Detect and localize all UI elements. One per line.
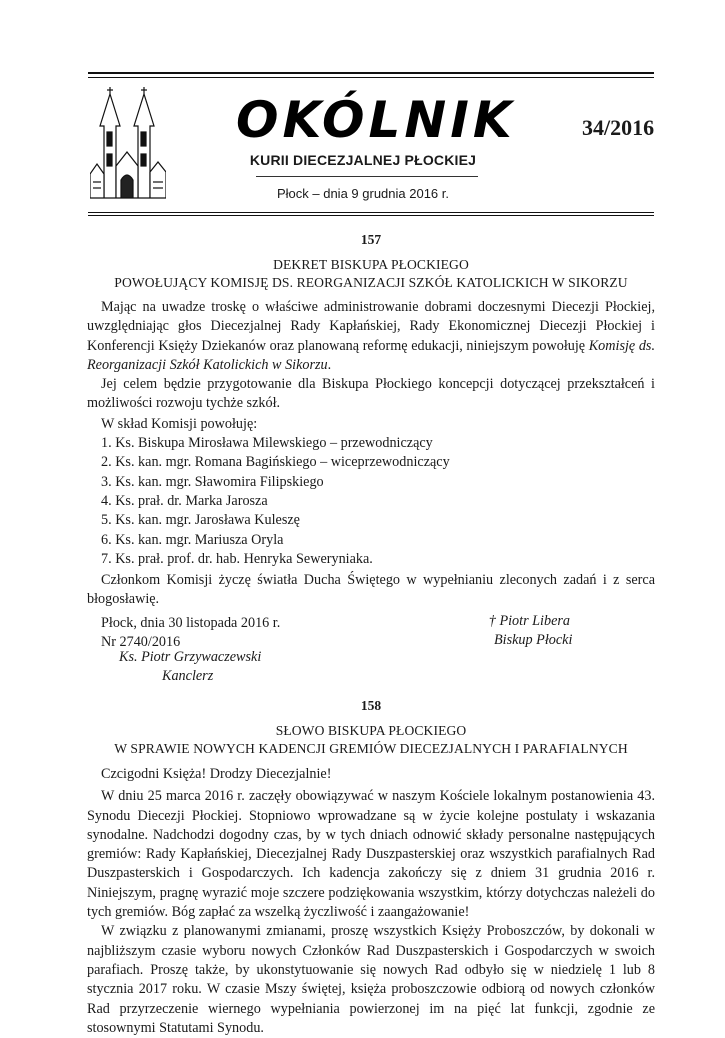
doc-158-greeting: Czcigodni Księża! Drodzy Diecezjalnie!	[101, 766, 332, 782]
masthead-subtitle: KURII DIECEZJALNEJ PŁOCKIEJ	[249, 152, 477, 168]
doc-157-heading-1: DEKRET BISKUPA PŁOCKIEGO	[273, 257, 469, 272]
member-item: 2. Ks. kan. mgr. Romana Bagińskiego – wiceprzewodniczący	[101, 454, 450, 471]
member-item: 4. Ks. prał. dr. Marka Jarosza	[101, 492, 268, 509]
doc-158-body	[87, 765, 655, 1038]
members-intro: W skład Komisji powołuję:	[101, 415, 258, 432]
masthead-top-rule	[88, 72, 654, 74]
doc-157-ref-number: Nr 2740/2016	[101, 634, 181, 651]
doc-157-heading-2: POWOŁUJĄCY KOMISJĘ DS. REORGANIZACJI SZKÓŁ KATOLICKICH W SIKORZU	[114, 275, 628, 290]
doc-157-paragraph-2: Jej celem będzie przygotowanie dla Biskupa Płockiego koncepcji dotyczącej przekształceń i możliwości rozwoju tychże szkół.	[87, 376, 655, 412]
bishop-signature-name: † Piotr Libera	[488, 613, 570, 629]
doc-157-wish: Członkom Komisji życzę światła Ducha Świętego w wypełnianiu zleconych zadań i z serca błogosławię.	[87, 572, 655, 608]
doc-157-number: 157	[360, 232, 382, 247]
issue-number: 34/2016	[582, 115, 655, 140]
masthead-title: OKÓLNIK	[236, 91, 516, 149]
doc-158-number: 158	[360, 698, 382, 713]
subtitle-rule	[256, 176, 478, 177]
bishop-signature-title: Biskup Płocki	[494, 632, 573, 648]
chancellor-name: Ks. Piotr Grzywaczewski	[119, 649, 262, 665]
doc-157-paragraph-1: Mając na uwadze troskę o właściwe administrowanie dobrami doczesnymi Diecezji Płockiej, uwzględniając głos Diecezjalnej Rady Kapłańskiej, Rady Ekonomicznej Diecezji Płockiej i Konferencji Księży Dziekanów oraz planowaną reformę edukacji, niniejszym powołuję Komisję ds. Reorganizacji Szkół Katolickich w Sikorzu.	[87, 299, 655, 373]
masthead-bottom-rule	[88, 212, 654, 213]
doc-158-heading-1: SŁOWO BISKUPA PŁOCKIEGO	[275, 723, 467, 738]
member-item: 5. Ks. kan. mgr. Jarosława Kuleszę	[101, 512, 300, 529]
member-item: 1. Ks. Biskupa Mirosława Milewskiego – przewodniczący	[101, 435, 433, 452]
member-item: 7. Ks. prał. prof. dr. hab. Henryka Seweryniaka.	[101, 550, 373, 567]
doc-158-heading-2: W SPRAWIE NOWYCH KADENCJI GREMIÓW DIECEZJALNYCH I PARAFIALNYCH	[114, 741, 628, 756]
masthead-date: Płock – dnia 9 grudnia 2016 r.	[276, 186, 449, 201]
doc-157-body	[87, 298, 655, 652]
doc-157-place-date: Płock, dnia 30 listopada 2016 r.	[101, 614, 281, 631]
doc-158-paragraph-1: W dniu 25 marca 2016 r. zaczęły obowiązywać w naszym Kościele lokalnym postanowienia 43. Synodu Diecezji Płockiej. Stopniowo wprowadzane są w życie kolejne postulaty i wskazania synodalne. Nadchodzi dogodny czas, by w tych dniach odnowić składy personalne następujących gremiów: Rady Kapłańskiej, Diecezjalnej Rady Duszpasterskiej oraz wszystkich parafialnych Rad Duszpasterskich i Gospodarczych. Ich kadencja zakończy się z dniem 31 grudnia 2016 r. Niniejszym, pragnę wyrazić moje szczere podziękowania wszystkim, którzy dotychczas należeli do tych gremiów. Bóg zapłać za wszelką życzliwość i zaangażowanie!	[87, 788, 655, 921]
cathedral-icon	[90, 86, 166, 200]
chancellor-title: Kanclerz	[162, 668, 214, 684]
masthead-bottom-rule-thin	[88, 215, 654, 216]
masthead-top-rule-thin	[88, 77, 654, 78]
member-item: 6. Ks. kan. mgr. Mariusza Oryla	[101, 531, 284, 548]
doc-158-paragraph-2: W związku z planowanymi zmianami, proszę wszystkich Księży Proboszczów, by dokonali w najbliższym czasie wyboru nowych Członków Rad Duszpasterskich i Gospodarczych w swoich parafiach. Proszę także, by ukonstytuowanie się nowych Rad odbyło się w niedzielę 1 lub 8 stycznia 2017 roku. W czasie Mszy świętej, księża proboszczowie odbiorą od nowych członków Rad przyrzeczenie wiernego wypełniania powierzonej im na pięć lat funkcji, zgodnie ze stosownymi Statutami Synodu.	[87, 923, 655, 1036]
member-item: 3. Ks. kan. mgr. Sławomira Filipskiego	[101, 473, 324, 490]
